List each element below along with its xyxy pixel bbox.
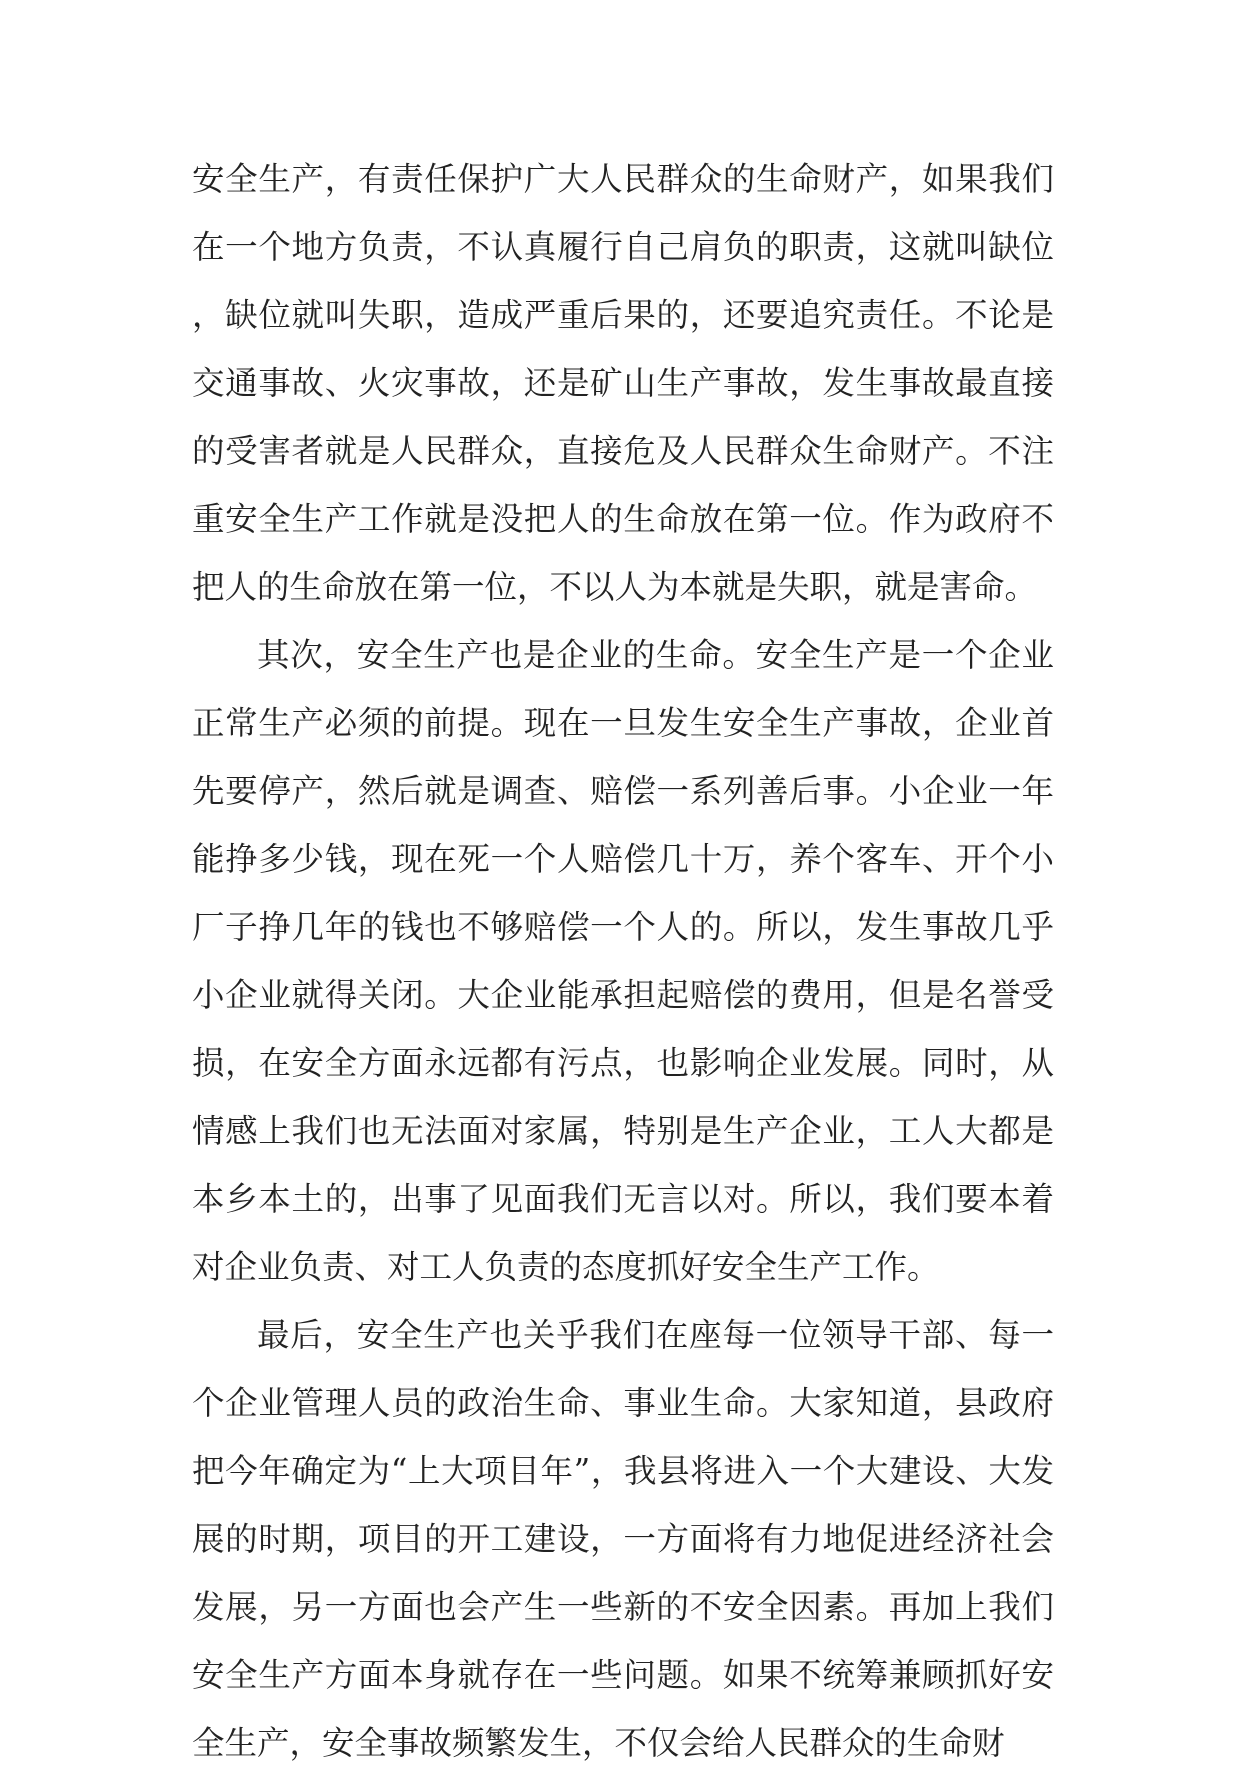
paragraph-2: 其次，安全生产也是企业的生命。安全生产是一个企业正常生产必须的前提。现在一旦发生安全生产事故，企业首先要停产，然后就是调查、赔偿一系列善后事。小企业一年能挣多少钱，现在死一个人赔偿几十万，养个客车、开个小厂子挣几年的钱也不够赔偿一个人的。所以，发生事故几乎小企业就得关闭。大企业能承担起赔偿的费用，但是名誉受损，在安全方面永远都有污点，也影响企业发展。同时，从情感上我们也无法面对家属，特别是生产企业，工人大都是本乡本土的，出事了见面我们无言以对。所以，我们要本着对企业负责、对工人负责的态度抓好安全生产工作。 xyxy=(192,636,1054,1286)
paragraph-1: 安全生产，有责任保护广大人民群众的生命财产，如果我们在一个地方负责，不认真履行自己肩负的职责，这就叫缺位，缺位就叫失职，造成严重后果的，还要追究责任。不论是交通事故、火灾事故，还是矿山生产事故，发生事故最直接的受害者就是人民群众，直接危及人民群众生命财产。不注重安全生产工作就是没把人的生命放在第一位。作为政府不把人的生命放在第一位，不以人为本就是失职，就是害命。 xyxy=(192,160,1054,606)
body-text xyxy=(192,145,1054,1777)
paragraph-3: 最后，安全生产也关乎我们在座每一位领导干部、每一个企业管理人员的政治生命、事业生命。大家知道，县政府把今年确定为“上大项目年”，我县将进入一个大建设、大发展的时期，项目的开工建设，一方面将有力地促进经济社会发展，另一方面也会产生一些新的不安全因素。再加上我们安全生产方面本身就存在一些问题。如果不统筹兼顾抓好安全生产，安全事故频繁发生，不仅会给人民群众的生命财 xyxy=(192,1316,1054,1762)
